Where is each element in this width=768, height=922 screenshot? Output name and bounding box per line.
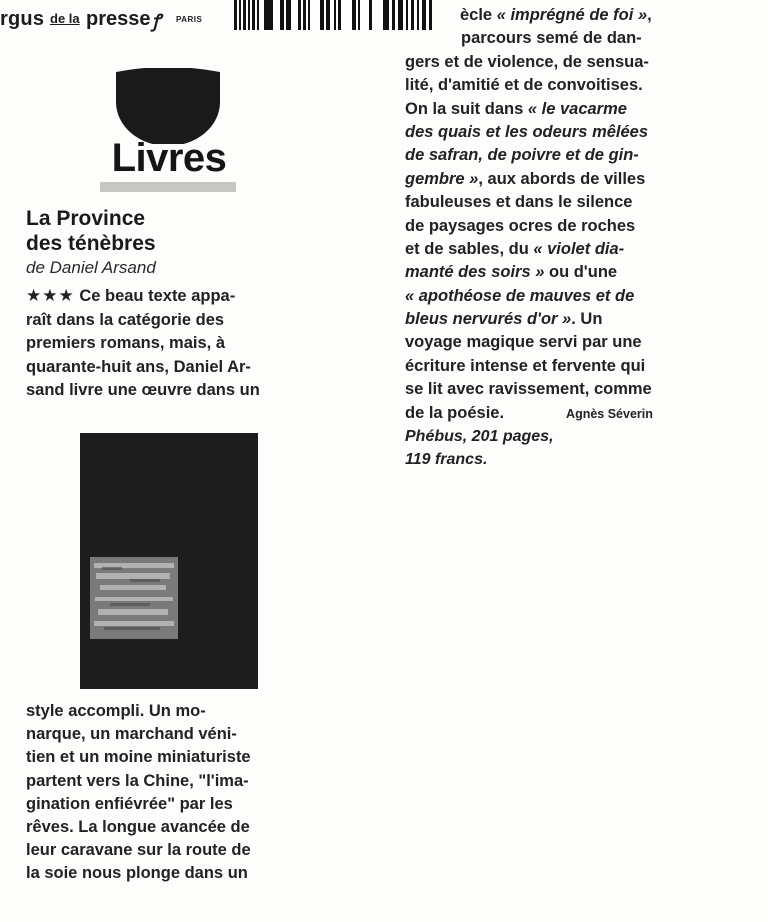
quote: manté des soirs » bbox=[405, 263, 545, 282]
masthead-presse: presse bbox=[86, 8, 151, 30]
left-column-bottom bbox=[26, 700, 318, 886]
text-part: de la poésie. bbox=[405, 403, 505, 422]
text-line: partent vers la Chine, "l'ima- bbox=[26, 771, 249, 790]
text-line: de paysages ocres de roches bbox=[405, 216, 636, 235]
masthead-argus: rgus bbox=[0, 8, 45, 30]
section-title: Livres bbox=[111, 136, 227, 180]
price-info: 119 francs. bbox=[405, 451, 488, 469]
text-line: se lit avec ravissement, comme bbox=[405, 380, 652, 399]
text-line: tien et un moine miniaturiste bbox=[26, 748, 251, 767]
text-line bbox=[405, 285, 735, 308]
quote: « le vacarme bbox=[527, 99, 627, 118]
text-part: et de sables, du bbox=[405, 239, 534, 258]
book-title bbox=[26, 206, 286, 256]
text-line bbox=[405, 168, 735, 191]
text-line: gination enfiévrée" par les bbox=[26, 794, 233, 813]
text-part: , aux abords de villes bbox=[478, 169, 646, 188]
text-line: fabuleuses et dans le silence bbox=[405, 193, 633, 212]
text-line bbox=[405, 121, 735, 144]
text-line: quarante-huit ans, Daniel Ar- bbox=[26, 357, 251, 376]
text-line: voyage magique servi par une bbox=[405, 333, 642, 352]
text-part: , bbox=[647, 6, 652, 24]
masthead-paris: PARIS bbox=[176, 15, 203, 24]
text-line bbox=[405, 308, 735, 331]
book-author: de Daniel Arsand bbox=[26, 258, 156, 277]
text-line: raît dans la catégorie des bbox=[26, 310, 225, 329]
text-part: ècle bbox=[460, 6, 497, 24]
quote: « imprégné de foi » bbox=[496, 6, 648, 24]
quote: de safran, de poivre et de gin- bbox=[405, 146, 639, 165]
quote: « violet dia- bbox=[533, 239, 625, 258]
text-line: écriture intense et fervente qui bbox=[405, 356, 646, 375]
text-line: rêves. La longue avancée de bbox=[26, 818, 250, 837]
quote: gembre » bbox=[405, 169, 479, 188]
text-line bbox=[405, 4, 735, 27]
quote: bleus nervurés d'or » bbox=[405, 310, 572, 329]
text-line bbox=[405, 402, 735, 425]
section-emblem-icon bbox=[112, 68, 224, 144]
text-line bbox=[405, 98, 735, 121]
text-line: leur caravane sur la route de bbox=[26, 841, 251, 860]
right-column bbox=[405, 4, 735, 472]
text-line: premiers romans, mais, à bbox=[26, 334, 226, 352]
book-title-line-2: des ténèbres bbox=[26, 232, 156, 255]
text-line: narque, un marchand véni- bbox=[26, 725, 237, 744]
author-signature: Agnès Séverin bbox=[566, 406, 653, 421]
text-part: . Un bbox=[571, 310, 603, 329]
text-part: On la suit dans bbox=[405, 99, 528, 118]
rating-stars: ★★★ bbox=[26, 286, 75, 305]
book-cover-label-icon bbox=[90, 557, 178, 639]
publisher-info: Phébus, 201 pages, bbox=[405, 428, 554, 446]
left-column-top bbox=[26, 284, 318, 403]
section-underbar-icon bbox=[100, 180, 236, 194]
book-title-line-1: La Province bbox=[26, 207, 146, 230]
text-line bbox=[26, 284, 318, 309]
quote: des quais et les odeurs mêlées bbox=[405, 122, 649, 141]
text-line: la soie nous plonge dans un bbox=[26, 864, 248, 883]
text-line: style accompli. Un mo- bbox=[26, 702, 206, 720]
text-line: sand livre une œuvre dans un bbox=[26, 381, 260, 399]
text-line bbox=[405, 261, 735, 284]
text-line-part: Ce beau texte appa- bbox=[74, 287, 236, 305]
quote: « apothéose de mauves et de bbox=[405, 286, 635, 305]
masthead-de-la: de la bbox=[50, 11, 80, 26]
text-line: lité, d'amitié et de convoitises. bbox=[405, 76, 643, 95]
text-line bbox=[405, 144, 735, 167]
text-line: parcours semé de dan- bbox=[461, 29, 642, 48]
text-part: ou d'une bbox=[544, 263, 618, 282]
masthead-logo-icon: ꝭ bbox=[152, 11, 161, 31]
text-line bbox=[405, 238, 735, 261]
text-line: gers et de violence, de sensua- bbox=[405, 52, 649, 71]
